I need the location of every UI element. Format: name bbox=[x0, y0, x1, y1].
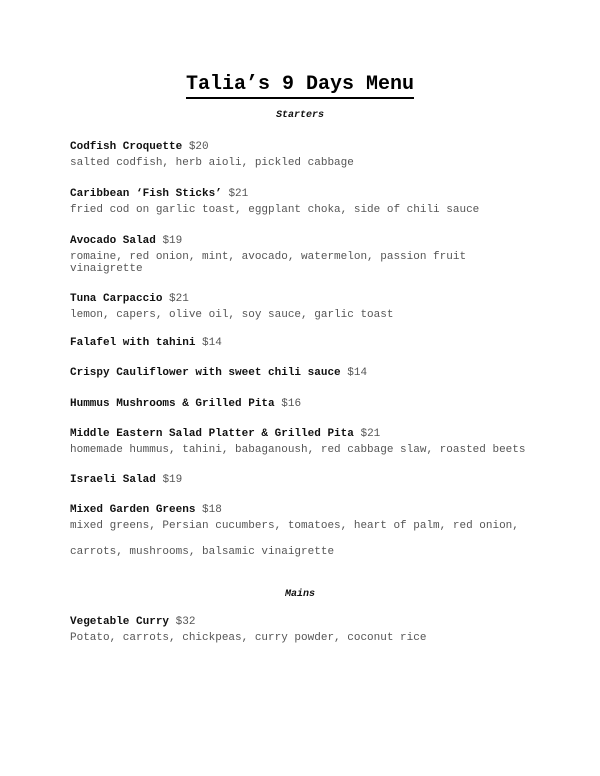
menu-item-caribbean-fish-sticks bbox=[70, 186, 540, 218]
menu-item-vegetable-curry bbox=[70, 614, 540, 646]
item-price: $32 bbox=[175, 616, 196, 628]
menu-item-mixed-garden-greens bbox=[70, 502, 540, 560]
item-name: Caribbean ‘Fish Sticks’ bbox=[70, 188, 222, 200]
item-name: Mixed Garden Greens bbox=[70, 504, 196, 516]
menu-item-crispy-cauliflower bbox=[70, 365, 540, 381]
item-description: fried cod on garlic toast, eggplant choka, side of chili sauce bbox=[70, 204, 480, 216]
item-price: $20 bbox=[188, 141, 209, 153]
item-price: $14 bbox=[202, 337, 222, 349]
menu-item-falafel bbox=[70, 335, 540, 351]
item-name: Hummus Mushrooms & Grilled Pita bbox=[70, 398, 275, 410]
item-name: Falafel with tahini bbox=[70, 337, 196, 349]
item-description: Potato, carrots, chickpeas, curry powder, coconut rice bbox=[70, 632, 427, 644]
menu-title bbox=[0, 72, 600, 98]
item-description: homemade hummus, tahini, babaganoush, red cabbage slaw, roasted beets bbox=[70, 444, 526, 456]
item-name: Israeli Salad bbox=[70, 474, 156, 486]
item-name: Middle Eastern Salad Platter & Grilled Pita bbox=[70, 428, 354, 440]
item-price: $21 bbox=[169, 293, 189, 305]
item-description: lemon, capers, olive oil, soy sauce, garlic toast bbox=[70, 309, 394, 321]
item-description: salted codfish, herb aioli, pickled cabbage bbox=[70, 157, 354, 169]
item-price: $18 bbox=[202, 504, 222, 516]
menu-item-israeli-salad bbox=[70, 472, 540, 488]
item-price: $19 bbox=[162, 235, 183, 247]
menu-item-tuna-carpaccio bbox=[70, 291, 540, 323]
item-name: Vegetable Curry bbox=[70, 616, 170, 628]
menu-item-middle-eastern-platter bbox=[70, 426, 540, 458]
item-price: $14 bbox=[347, 367, 368, 379]
menu-item-codfish-croquette bbox=[70, 139, 540, 171]
item-name: Codfish Croquette bbox=[70, 141, 183, 153]
item-name: Tuna Carpaccio bbox=[70, 293, 163, 305]
item-name: Avocado Salad bbox=[70, 235, 156, 247]
menu-item-hummus-mushrooms bbox=[70, 396, 540, 412]
item-description: mixed greens, Persian cucumbers, tomatoes, heart of palm, red onion, bbox=[70, 520, 519, 532]
menu-item-avocado-salad bbox=[70, 233, 540, 275]
item-price: $21 bbox=[228, 188, 249, 200]
item-price: $16 bbox=[281, 398, 302, 410]
item-price: $21 bbox=[360, 428, 381, 440]
section-heading-starters: Starters bbox=[275, 110, 324, 121]
menu-title-text: Talia’s 9 Days Menu bbox=[186, 73, 414, 99]
item-description: romaine, red onion, mint, avocado, watermelon, passion fruit vinaigrette bbox=[70, 251, 467, 275]
item-name: Crispy Cauliflower with sweet chili sauce bbox=[70, 367, 341, 379]
item-price: $19 bbox=[162, 474, 183, 486]
item-description-continued: carrots, mushrooms, balsamic vinaigrette bbox=[70, 546, 335, 558]
section-heading-mains: Mains bbox=[284, 589, 315, 600]
